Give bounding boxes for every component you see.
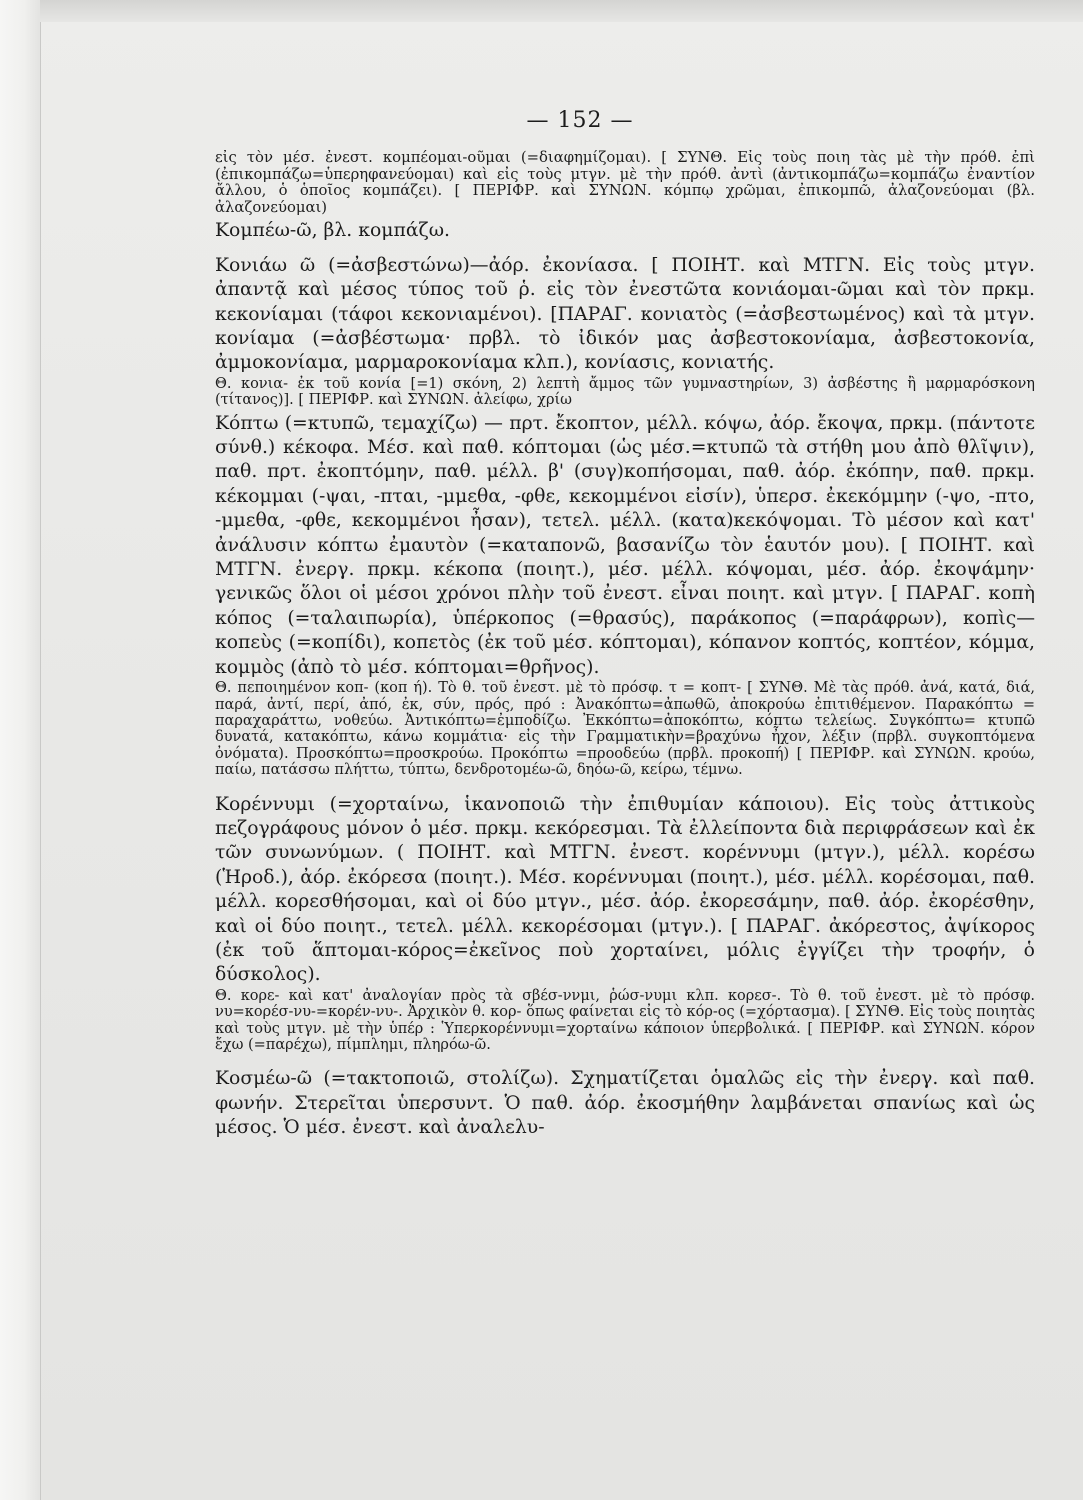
dictionary-text (215, 150, 1035, 1490)
page-number: — 152 — (526, 108, 634, 133)
page-top-edge (40, 0, 1083, 22)
entry-paragraph: Κονιάω ῶ (=ἀσβεστώνω)—ἀόρ. ἐκονίασα. [ ΠΟΙΗΤ. καὶ ΜΤΓΝ. Εἰς τοὺς μτγν. ἀπαντᾷ καὶ μέσος τύπος τοῦ ῥ. εἰς τὸν ἐνεστῶτα κονιάομαι-ῶμαι καὶ τὸν πρκμ. κεκονίαμαι (τάφοι κεκονιαμένοι). [ΠΑΡΑΓ. κονιατὸς (=ἀσβεστωμένος) καὶ τὰ μτγν. κονίαμα (=ἀσβέστωμα· πρβλ. τὸ ἰδικόν μας ἀσβεστοκονίαμα, ἀσβεστοκονία, ἀμμοκονίαμα, μαρμαροκονίαμα κλπ.), κονίασις, κονιατής. (215, 254, 1035, 374)
note-paragraph: εἰς τὸν μέσ. ἐνεστ. κομπέομαι-οῦμαι (=διαφημίζομαι). [ ΣΥΝΘ. Εἰς τοὺς ποιη τὰς μὲ τὴν πρόθ. ἐπὶ (ἐπικομπάζω=ὑπερηφανεύομαι) καὶ εἰς τοὺς μτγν. μὲ τὴν πρόθ. ἀντὶ (ἀντικομπάζω=κομπάζω ἐναντίον ἄλλου, ὁ ὁποῖος κομπάζει). [ ΠΕΡΙΦΡ. καὶ ΣΥΝΩΝ. κόμπῳ χρῶμαι, ἐπικομπῶ, ἀλαζονεύομαι (βλ. ἀλαζονεύομαι) (215, 150, 1035, 216)
note-paragraph: Θ. κορε- καὶ κατ' ἀναλογίαν πρὸς τὰ σβέσ-ννμι, ῥώσ-νυμι κλπ. κορεσ-. Τὸ θ. τοῦ ἐνεστ. μὲ τὸ πρόσφ. νυ=κορέσ-νυ-=κορέν-νυ-. Ἀρχικὸν θ. κορ- ὅπως φαίνεται εἰς τὸ κόρ-ος (=χόρτασμα). [ ΣΥΝΘ. Εἰς τοὺς ποιητὰς καὶ τοὺς μτγν. μὲ τὴν ὑπέρ : Ὑπερκορέννυμι=χορταίνω κάποιον ὑπερβολικά. [ ΠΕΡΙΦΡ. καὶ ΣΥΝΩΝ. κόρον ἔχω (=παρέχω), πίμπλημι, πληρόω-ῶ. (215, 987, 1035, 1053)
note-paragraph: Θ. πεποιημένον κοπ- (κοπ ή). Τὸ θ. τοῦ ἐνεστ. μὲ τὸ πρόσφ. τ = κοπτ- [ ΣΥΝΘ. Μὲ τὰς πρόθ. ἀνά, κατά, διά, παρά, ἀντί, περί, ἀπό, ἐκ, σύν, πρός, πρό : Ἀνακόπτω=ἀπωθῶ, ἀποκρούω ἐπιτιθέμενον. Παρακόπτω = παραχαράττω, νοθεύω. Ἀντικόπτω=ἐμποδίζω. Ἐκκόπτω=ἀποκόπτω, κόπτω τελείως. Συγκόπτω= κτυπῶ δυνατά, κατακόπτω, κάνω κομμάτια· εἰς τὴν Γραμματικὴν=βραχύνω ἦχον, λέξιν (πρβλ. συγκοπτόμενα ὀνόματα). Προσκόπτω=προσκρούω. Προκόπτω =προοδεύω (πρβλ. προκοπή) [ ΠΕΡΙΦΡ. καὶ ΣΥΝΩΝ. κρούω, παίω, πατάσσω πλήττω, τύπτω, δενδροτομέω-ῶ, δηόω-ῶ, κείρω, τέμνω. (215, 680, 1035, 779)
entry-paragraph: Κόπτω (=κτυπῶ, τεμαχίζω) — πρτ. ἔκοπτον, μέλλ. κόψω, ἀόρ. ἔκοψα, πρκμ. (πάντοτε σύνθ.) κέκοφα. Μέσ. καὶ παθ. κόπτομαι (ὡς μέσ.=κτυπῶ τὰ στήθη μου ἀπὸ θλῖψιν), παθ. πρτ. ἐκοπτόμην, παθ. μέλλ. β' (συγ)κοπήσομαι, παθ. ἀόρ. ἐκόπην, παθ. πρκμ. κέκομμαι (-ψαι, -πται, -μμεθα, -φθε, κεκομμένοι εἰσίν), ὑπερσ. ἐκεκόμμην (-ψο, -πτο, -μμεθα, -φθε, κεκομμένοι ἦσαν), τετελ. μέλλ. (κατα)κεκόψομαι. Τὸ μέσον καὶ κατ' ἀνάλυσιν κόπτω ἐμαυτὸν (=καταπονῶ, βασανίζω τὸν ἑαυτόν μου). [ ΠΟΙΗΤ. καὶ ΜΤΓΝ. ἐνεργ. πρκμ. κέκοπα (ποιητ.), μέσ. μέλλ. κόψομαι, μέσ. ἀόρ. ἐκοψάμην· γενικῶς ὅλοι οἱ μέσοι χρόνοι πλὴν τοῦ ἐνεστ. εἶναι ποιητ. καὶ μτγν. [ ΠΑΡΑΓ. κοπὴ κόπος (=ταλαιπωρία), ὑπέρκοπος (=θρασύς), παράκοπος (=παράφρων), κοπὶς—κοπεὺς (=κοπίδι), κοπετὸς (ἐκ τοῦ μέσ. κόπτομαι), κόπανον κοπτός, κοπτέον, κόμμα, κομμὸς (ἀπὸ τὸ μέσ. κόπτομαι=θρῆνος). (215, 412, 1035, 678)
entry-paragraph: Κορέννυμι (=χορταίνω, ἱκανοποιῶ τὴν ἐπιθυμίαν κάποιου). Εἰς τοὺς ἀττικοὺς πεζογράφους μόνον ὁ μέσ. πρκμ. κεκόρεσμαι. Τὰ ἐλλείποντα διὰ περιφράσεων καὶ ἐκ τῶν συνωνύμων. ( ΠΟΙΗΤ. καὶ ΜΤΓΝ. ἐνεστ. κορέννυμι (μτγν.), μέλλ. κορέσω (Ἡροδ.), ἀόρ. ἐκόρεσα (ποιητ.). Μέσ. κορέννυμαι (ποιητ.), μέσ. μέλλ. κορέσομαι, παθ. μέλλ. κορεσθήσομαι, καὶ οἱ δύο μτγν., μέσ. ἀόρ. ἐκορεσάμην, παθ. ἀόρ. ἐκορέσθην, καὶ οἱ δύο ποιητ., τετελ. μέλλ. κεκορέσομαι (μτγν.). [ ΠΑΡΑΓ. ἀκόρεστος, ἀψίκορος (ἐκ τοῦ ἅπτομαι-κόρος=ἐκεῖνος ποὺ χορταίνει, μόλις ἐγγίζει τὴν τροφήν, ὁ δύσκολος). (215, 793, 1035, 986)
entry-paragraph: Κομπέω-ῶ, βλ. κομπάζω. (215, 220, 450, 242)
note-paragraph: Θ. κονια- ἐκ τοῦ κονία [=1) σκόνη, 2) λεπτὴ ἄμμος τῶν γυμναστηρίων, 3) ἀσβέστης ἢ μαρμαρόσκονη (τίτανος)]. [ ΠΕΡΙΦΡ. καὶ ΣΥΝΩΝ. ἀλείφω, χρίω (215, 375, 1035, 409)
entry-paragraph: Κοσμέω-ῶ (=τακτοποιῶ, στολίζω). Σχηματίζεται ὁμαλῶς εἰς τὴν ἐνεργ. καὶ παθ. φωνήν. Στερεῖται ὑπερσυντ. Ὁ παθ. ἀόρ. ἐκοσμήθην λαμβάνεται σπανίως καὶ ὡς μέσος. Ὁ μέσ. ἐνεστ. καὶ ἀναλελυ- (215, 1068, 1035, 1139)
page-left-margin (0, 0, 41, 1500)
